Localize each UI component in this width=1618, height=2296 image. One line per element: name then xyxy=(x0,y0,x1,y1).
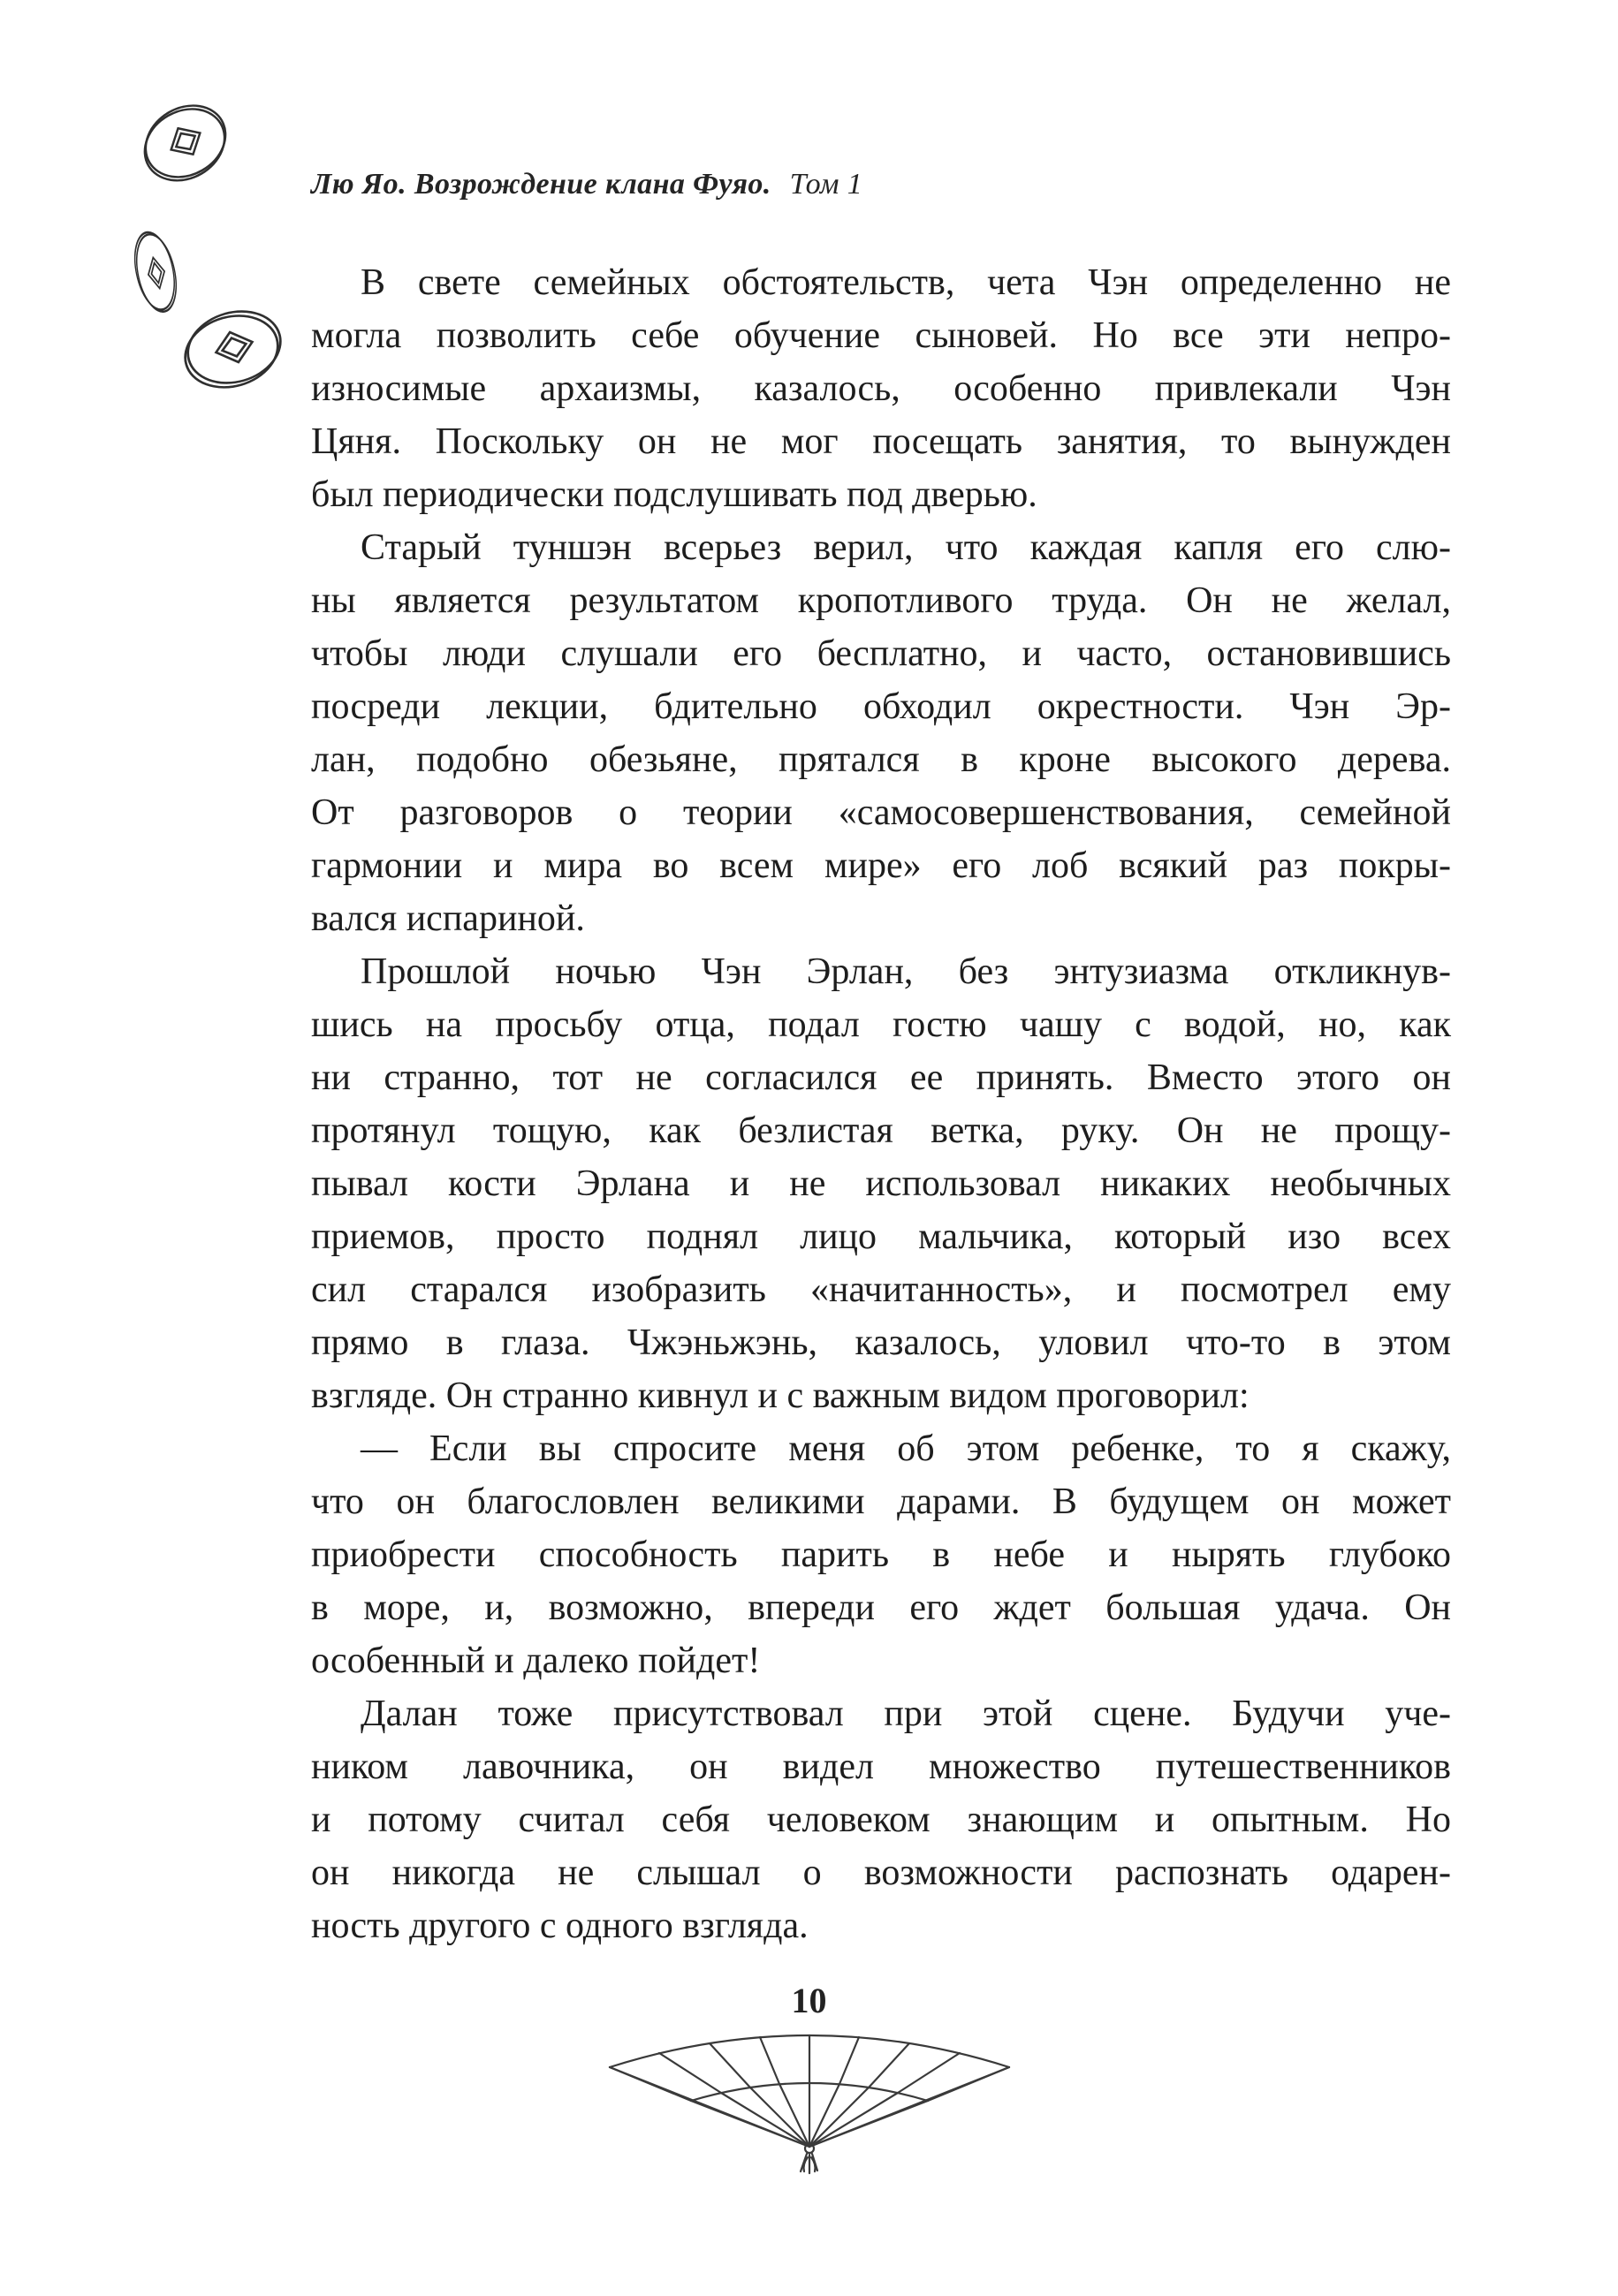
chinese-coin-icon xyxy=(173,294,295,399)
paragraph xyxy=(311,1687,1451,1952)
text-line: был периодически подслушивать под дверью. xyxy=(311,474,1037,515)
text-line: в море, и, возможно, впереди его ждет большая удача. Он xyxy=(311,1587,1451,1628)
text-line: он никогда не слышал о возможности распознать одарен- xyxy=(311,1853,1451,1893)
text-line: шись на просьбу отца, подал гостю чашу с водой, но, как xyxy=(311,1004,1451,1045)
running-header-title: Лю Яо. Возрождение клана Фуяо. xyxy=(311,168,771,201)
text-line: лан, подобно обезьяне, прятался в кроне высокого дерева. xyxy=(311,739,1451,780)
text-line: Далан тоже присутствовал при этой сцене. Будучи уче- xyxy=(361,1694,1451,1734)
text-line: и потому считал себя человеком знающим и опытным. Но xyxy=(311,1800,1451,1840)
text-line: Прошлой ночью Чэн Эрлан, без энтузиазма откликнув- xyxy=(361,951,1451,992)
paragraph-dialogue xyxy=(311,1422,1451,1687)
text-line: Старый туншэн всерьез верил, что каждая капля его слю- xyxy=(361,527,1451,568)
running-header xyxy=(311,168,862,201)
text-line: протянул тощую, как безлистая ветка, руку. Он не прощу- xyxy=(311,1110,1451,1151)
text-line: чтобы люди слушали его бесплатно, и часто, остановившись xyxy=(311,633,1451,674)
paragraph xyxy=(311,256,1451,521)
text-line: От разговоров о теории «самосовершенствования, семейной xyxy=(311,792,1451,833)
paragraph xyxy=(311,521,1451,945)
body-text xyxy=(311,256,1451,1952)
text-line: ны является результатом кропотливого труда. Он не желал, xyxy=(311,580,1451,621)
text-line: особенный и далеко пойдет! xyxy=(311,1641,761,1681)
text-line: посреди лекции, бдительно обходил окрестности. Чэн Эр- xyxy=(311,686,1451,727)
text-line: прямо в глаза. Чжэньжэнь, казалось, уловил что-то в этом xyxy=(311,1322,1451,1363)
text-line: взгляде. Он странно кивнул и с важным видом проговорил: xyxy=(311,1375,1250,1416)
text-line: сил старался изобразить «начитанность», и посмотрел ему xyxy=(311,1269,1451,1310)
text-line: — Если вы спросите меня об этом ребенке, то я скажу, xyxy=(361,1428,1451,1469)
text-line: могла позволить себе обучение сыновей. Но все эти непро- xyxy=(311,315,1451,356)
page-footer xyxy=(0,1979,1618,2175)
text-line: ность другого с одного взгляда. xyxy=(311,1906,809,1946)
running-header-volume: Том 1 xyxy=(789,168,863,201)
text-line: приобрести способность парить в небе и нырять глубоко xyxy=(311,1534,1451,1575)
text-line: приемов, просто поднял лицо мальчика, который изо всех xyxy=(311,1216,1451,1257)
paragraph xyxy=(311,945,1451,1422)
text-line: пывал кости Эрлана и не использовал никаких необычных xyxy=(311,1163,1451,1204)
text-line: что он благословлен великими дарами. В будущем он может xyxy=(311,1481,1451,1522)
text-line: ни странно, тот не согласился ее принять. Вместо этого он xyxy=(311,1057,1451,1098)
text-line: Цяня. Поскольку он не мог посещать занятия, то вынужден xyxy=(311,421,1451,462)
chinese-coin-icon xyxy=(126,85,245,198)
chinese-coin-icon xyxy=(127,226,186,320)
text-line: вался испариной. xyxy=(311,898,585,939)
text-line: износимые архаизмы, казалось, особенно привлекали Чэн xyxy=(311,368,1451,409)
page-number: 10 xyxy=(791,1981,827,2020)
fan-illustration xyxy=(597,1998,1022,2175)
text-line: В свете семейных обстоятельств, чета Чэн определенно не xyxy=(361,262,1451,303)
text-line: ником лавочника, он видел множество путешественников xyxy=(311,1747,1451,1787)
text-line: гармонии и мира во всем мире» его лоб всякий раз покры- xyxy=(311,845,1451,886)
